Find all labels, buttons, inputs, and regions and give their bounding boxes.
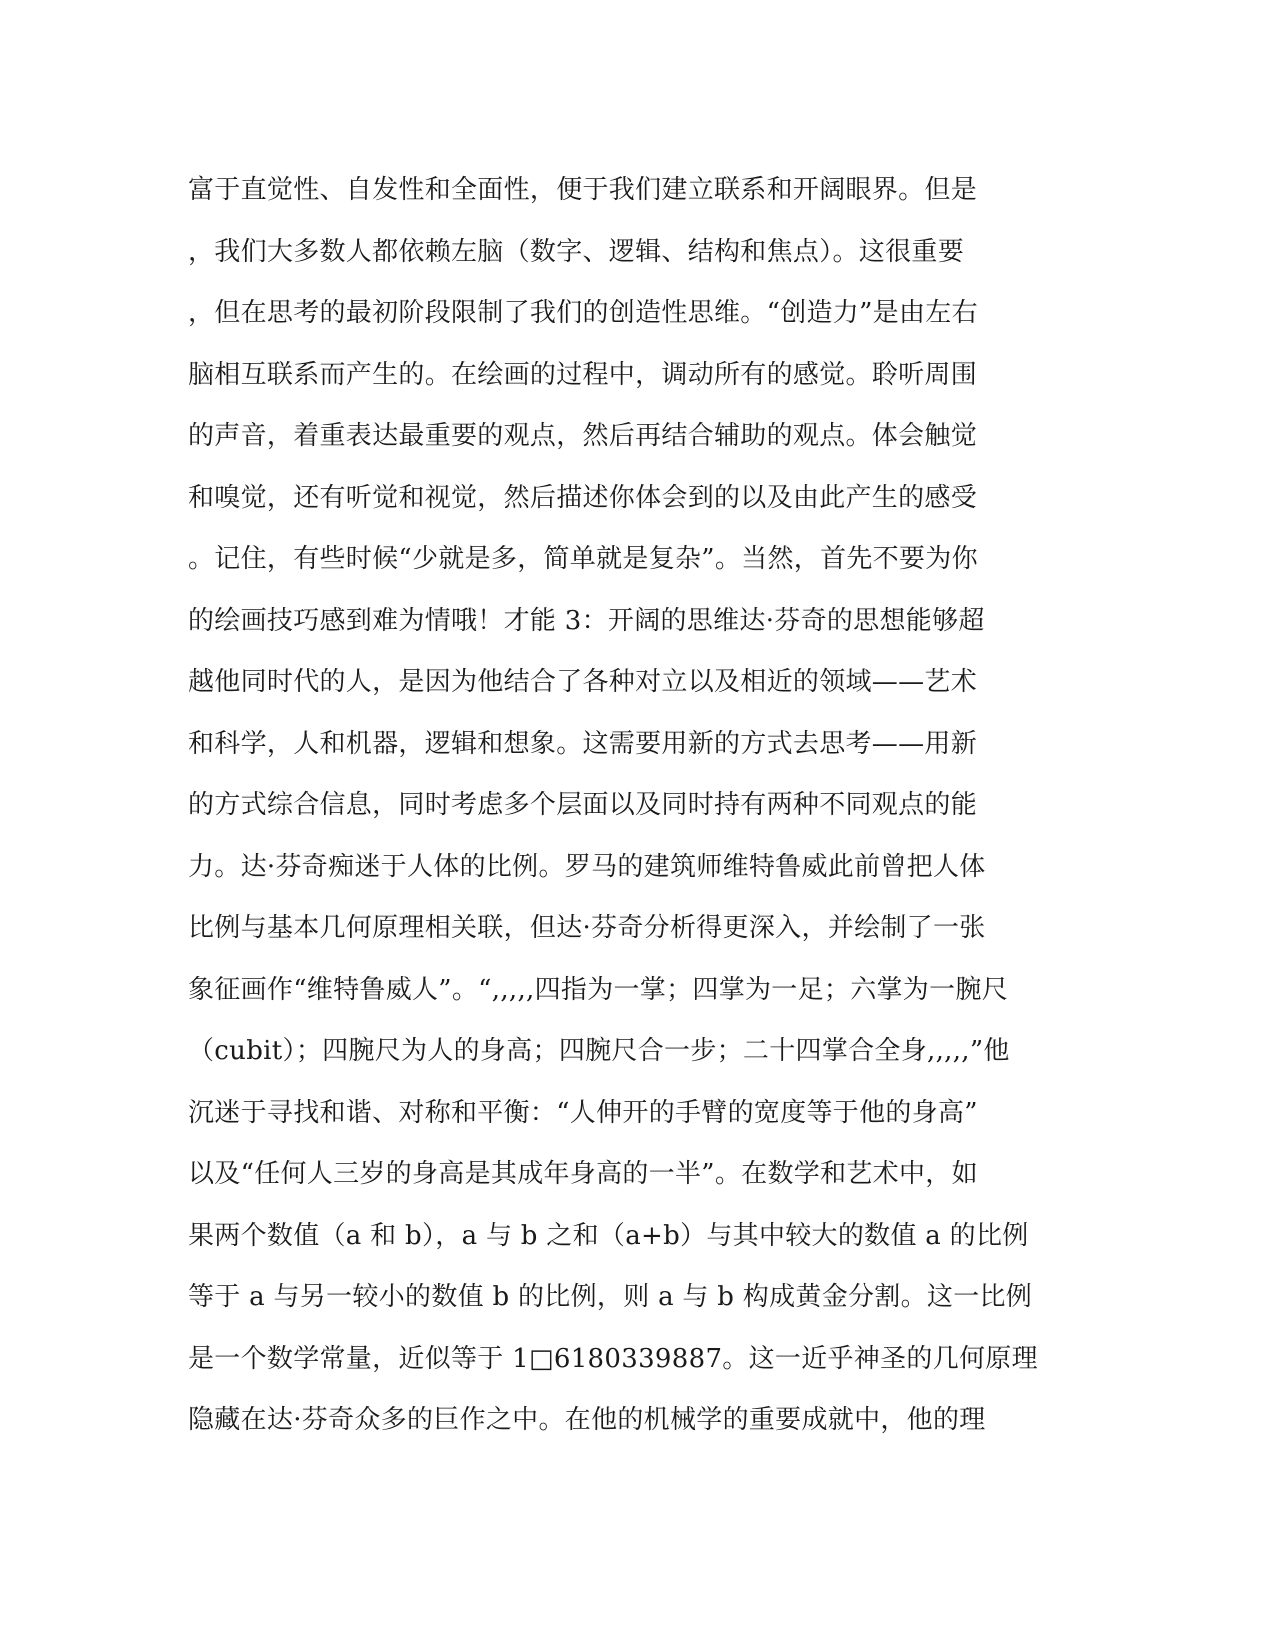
text-line: 和科学，人和机器，逻辑和想象。这需要用新的方式去思考——用新 [188,728,978,759]
text-line: 的声音，着重表达最重要的观点，然后再结合辅助的观点。体会触觉 [188,421,978,451]
text-line: 等于 a 与另一较小的数值 b 的比例，则 a 与 b 构成黄金分割。这一比例 [188,1282,1033,1312]
text-line: 力。达·芬奇痴迷于人体的比例。罗马的建筑师维特鲁威此前曾把人体 [188,851,986,882]
text-line: 果两个数值（a 和 b），a 与 b 之和（a+b）与其中较大的数值 a 的比例 [188,1220,1029,1251]
text-line: （cubit）；四腕尺为人的身高；四腕尺合一步；二十四掌合全身,,,,,”他 [188,1036,1010,1066]
text-line: 和嗅觉，还有听觉和视觉，然后描述你体会到的以及由此产生的感受 [188,482,978,513]
text-line: 富于直觉性、自发性和全面性，便于我们建立联系和开阔眼界。但是 [188,175,978,205]
text-line: 是一个数学常量，近似等于 1□6180339887。这一近乎神圣的几何原理 [188,1343,1038,1374]
text-line: 的方式综合信息，同时考虑多个层面以及同时持有两种不同观点的能 [188,790,978,820]
body-text [188,160,1088,1452]
text-line: 以及“任何人三岁的身高是其成年身高的一半”。在数学和艺术中，如 [188,1159,978,1189]
text-line: 象征画作“维特鲁威人”。“,,,,,四指为一掌；四掌为一足；六掌为一腕尺 [188,974,1008,1005]
text-line: 的绘画技巧感到难为情哦！才能 3：开阔的思维达·芬奇的思想能够超 [188,605,985,636]
text-line: 比例与基本几何原理相关联，但达·芬奇分析得更深入，并绘制了一张 [188,913,986,943]
text-line: ，但在思考的最初阶段限制了我们的创造性思维。“创造力”是由左右 [188,298,978,328]
text-line: ，我们大多数人都依赖左脑（数字、逻辑、结构和焦点）。这很重要 [188,236,965,267]
text-line: 沉迷于寻找和谐、对称和平衡：“人伸开的手臂的宽度等于他的身高” [188,1097,978,1128]
text-line: 。记住，有些时候“少就是多，简单就是复杂”。当然，首先不要为你 [188,544,978,574]
text-line: 脑相互联系而产生的。在绘画的过程中，调动所有的感觉。聆听周围 [188,359,978,390]
text-line: 越他同时代的人，是因为他结合了各种对立以及相近的领域——艺术 [188,667,978,697]
text-line: 隐藏在达·芬奇众多的巨作之中。在他的机械学的重要成就中，他的理 [188,1405,986,1435]
